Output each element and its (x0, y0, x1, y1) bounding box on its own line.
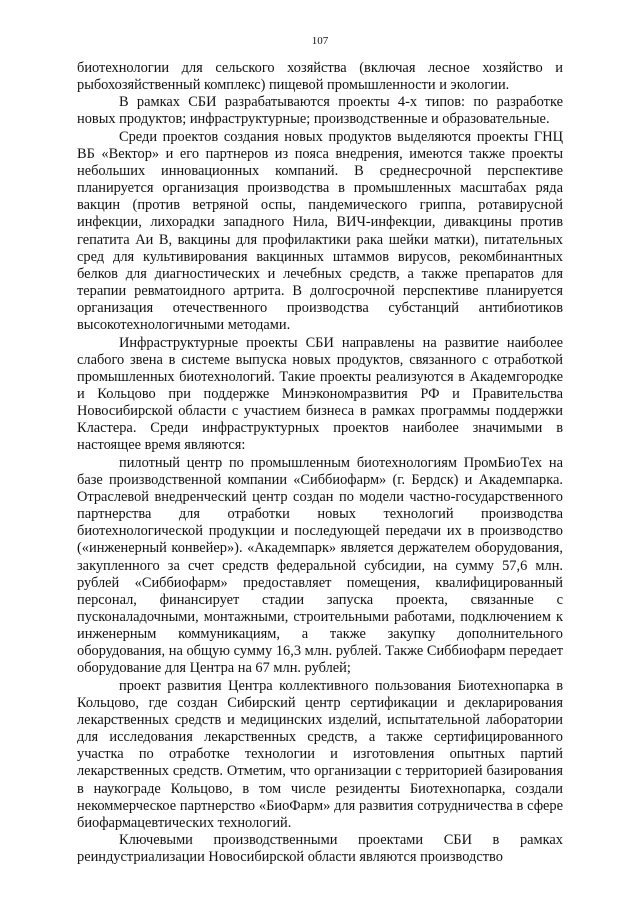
page-number: 107 (311, 35, 329, 47)
paragraph-biotechnopark: проект развития Центра коллективного пользования Биотехнопарка в Кольцово, где создан Сибирский центр сертификации и декларирования лекарственных средств и медицинских изделий, испытательной лаборатории для исследования лекарственных средств, а также сертифицированного участка по отработке технологии и изготовления опытных партий лекарственных средств. Отметим, что организации с территорией базирования в наукограде Кольцово, в том числе резиденты Биотехнопарка, создали некоммерческое партнерство «БиоФарм» для развития сотрудничества в сфере биофармацевтических технологий. (77, 677, 563, 831)
paragraph-project-types: В рамках СБИ разрабатываются проекты 4-х типов: по разработке новых продуктов; инфраструктурные; производственные и образовательные. (77, 94, 563, 128)
paragraph-continuation: биотехнологии для сельского хозяйства (включая лесное хозяйство и рыбохозяйственный комплекс) пищевой промышленности и экологии. (77, 60, 563, 94)
paragraph-new-products: Среди проектов создания новых продуктов выделяются проекты ГНЦ ВБ «Вектор» и его партнеров из пояса внедрения, имеются также проекты небольших инновационных компаний. В среднесрочной перспективе планируется организация производства в промышленных масштабах ряда вакцин (против ветряной оспы, пандемического гриппа, ротавирусной инфекции, лихорадки западного Нила, ВИЧ-инфекции, дивакцины против гепатита Аи В, вакцины для профилактики рака шейки матки), питательных сред для культивирования вакцинных штаммов вирусов, рекомбинантных белков для диагностических и лечебных средств, а также препаратов для терапии ревматоидного артрита. В долгосрочной перспективе планируется организация отечественного производства субстанций антибиотиков высокотехнологичными методами. (77, 128, 563, 334)
paragraph-prombiotech-center: пилотный центр по промышленным биотехнологиям ПромБиоТех на базе производственной компании «Сиббиофарм» (г. Бердск) и Академпарка. Отраслевой внедренческий центр создан по модели частно-государственного партнерства для отработки новых технологий производства биотехнологической продукции и последующей передачи их в производство («инженерный конвейер»). «Академпарк» является держателем оборудования, закупленного за счет средств федеральной субсидии, на сумму 57,6 млн. рублей «Сиббиофарм» предоставляет помещения, квалифицированный персонал, финансирует стадии запуска проекта, связанные с пусконаладочными, монтажными, строительными работами, подключением к инженерным коммуникациям, а также закупку дополнительного оборудования, на общую сумму 16,3 млн. рублей. Также Сиббиофарм передает оборудование для Центра на 67 млн. рублей; (77, 454, 563, 677)
document-body (77, 60, 563, 866)
paragraph-infrastructure: Инфраструктурные проекты СБИ направлены на развитие наиболее слабого звена в системе выпуска новых продуктов, связанного с отработкой промышленных биотехнологий. Такие проекты реализуются в Академгородке и Кольцово при поддержке Минэкономразвития РФ и Правительства Новосибирской области с участием бизнеса в рамках программы поддержки Кластера. Среди инфраструктурных проектов наиболее значимыми в настоящее время являются: (77, 334, 563, 454)
paragraph-production-projects: Ключевыми производственными проектами СБИ в рамках реиндустриализации Новосибирской области являются производство (77, 832, 563, 866)
